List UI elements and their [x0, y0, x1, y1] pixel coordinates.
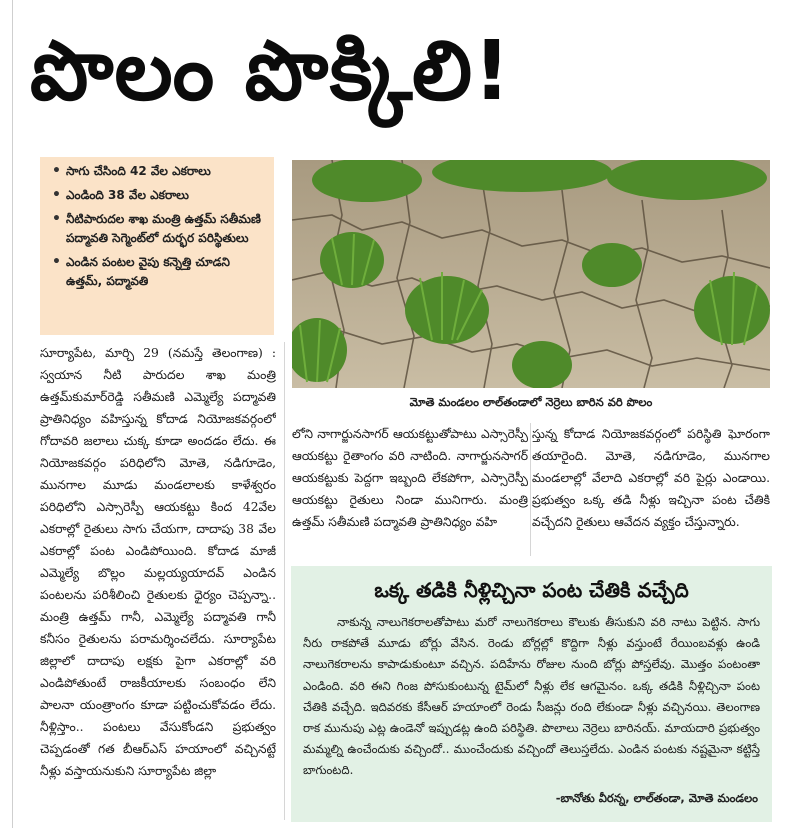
highlight-item: • నీటిపారుదల శాఖ మంత్రి ఉత్తమ్ సతీమణి పద్మావతి సెగ్మెంట్‌లో దుర్భర పరిస్థితులు [48, 210, 268, 248]
quote-credit: -బానోతు వీరన్న, లాల్‌తండా, మోతె మండలం [555, 791, 758, 805]
highlight-item: • ఎండింది 38 వేల ఎకరాలు [48, 186, 268, 205]
cracked-paddy-field-photo [292, 160, 770, 388]
farmer-quote-box [291, 566, 772, 822]
article-column-3: స్తున్న కోదాడ నియోజకవర్గంలో పరిస్థితి ఘోరంగా తయారైంది. మోతె, నడిగూడెం, మునగాల మండలాల్లో వేలాది ఎకరాల్లో వరి పైర్లు ఎండాయి. ప్రభుత్వం ఒక్క తడి నీళ్లు ఇచ్చినా పంట చేతికి వచ్చేదని రైతులు ఆవేదన వ్యక్తం చేస్తున్నారు. [532, 427, 770, 529]
headline: పొలం పొక్కిలి! [30, 23, 512, 119]
photo-caption: మోతె మండలం లాల్‌తండాలో నెర్రెలు బారిన వరి పొలం [409, 395, 653, 409]
article-column-1: సూర్యాపేట, మార్చి 29 (నమస్తే తెలంగాణ) : స్వయాన నీటి పారుదల శాఖ మంత్రి ఉత్తమ్‌కుమార్‌రెడ్డి సతీమణి ఎమ్మెల్యే పద్మావతి ప్రాతినిధ్యం వహిస్తున్న కోదాడ నియోజకవర్గంలో గోదావరి జలాలు చుక్క కూడా అందడం లేదు. ఈ నియోజకవర్గం పరిధిలోని మోతె, నడిగూడెం, మునగాల మూడు మండలాలకు కాళేశ్వరం పరిధిలోని ఎస్సారెస్పీ ఆయకట్టు కింద 42వేల ఎకరాల్లో రైతులు సాగు చేయగా, దాదాపు 38 వేల ఎకరాల్లో పంట ఎండిపోయింది. కోదాడ మాజీ ఎమ్మెల్యే బొల్లం మల్లయ్యయాదవ్ ఎండిన పంటలను పరిశీలించి రైతులకు ధైర్యం చెప్పన్నా.. మంత్రి ఉత్తమ్ గానీ, ఎమ్మెల్యే పద్మావతి గానీ కనీసం రైతులను పరామర్శించలేదు. సూర్యాపేట జిల్లాలో దాదాపు లక్షకు పైగా ఎకరాల్లో వరి ఎండిపోతుంటే రాజకీయాలకు సంబంధం లేని పాలనా యంత్రాంగం కూడా పట్టించుకోవడం లేదు. నీళ్లిస్తాం.. పంటలు వేసుకోండని ప్రభుత్వం చెప్పడంతో గత బీఆర్‌ఎస్ హయాంలో వచ్చినట్టే నీళ్లు వస్తాయనుకుని సూర్యాపేట జిల్లా [40, 346, 276, 778]
column-divider [284, 342, 285, 820]
quote-body: నాకున్న నాలుగెకరాలతోపాటు మరో నాలుగెకరాలు కౌలుకు తీసుకుని వరి నాటు పెట్టిన. సాగు నీరు రాకపోతే మూడు బోర్లు వేసిన. రెండు బోర్లల్లో కొద్దిగా నీళ్లు వస్తుంటే రేయింబవళ్లు ఉండి నాలుగెకరాలను కాపాడుకుంటూ వచ్చిన. పదిహేను రోజుల నుంది బోర్లు పోస్తలేవు. మొత్తం పంటంతా ఎండింది. వరి ఈని గింజ పోసుకుంటున్న టైమ్‌లో నీళ్లు లేక ఆగమైనం. ఒక్క తడికి నీళ్లిచ్చినా పంట చేతికి వచ్చేది. ఇదివరకు కేసీఆర్ హయాంలో రెండు సీజన్లు రంది లేకుండా నీళ్లు వచ్చినయి. తెలంగాణ రాక మునుపు ఎట్ల ఉండెనో ఇప్పుడట్ల ఉంది పరిస్థితి. పొలాలు నెర్రెలు బారినయ్. మాయదారి ప్రభుత్వం మమ్మల్ని ఉంచేందుకు వచ్చిందో.. ముంచేందుకు వచ్చిందో తెలుస్తలేదు. ఎండిన పంటకు నష్టమైనా కట్టిస్తే బాగుంటది. [303, 615, 760, 778]
highlight-item: • ఎండిన పంటల వైపు కన్నెత్తి చూడని ఉత్తమ్, పద్మావతి [48, 253, 268, 291]
quote-title: ఒక్క తడికి నీళ్లిచ్చినా పంట చేతికి వచ్చేది [374, 578, 689, 602]
field-illustration [292, 160, 770, 388]
highlight-item: • సాగు చేసింది 42 వేల ఎకరాలు [48, 162, 268, 181]
highlights-list [48, 162, 268, 291]
article-column-2: లోని నాగార్జునసాగర్ ఆయకట్టుతోపాటు ఎస్సారెస్పీ ఆయకట్టు రైతాంగం వరి నాటింది. నాగార్జునసాగర్ ఆయకట్టుకు పెద్దగా ఇబ్బంది లేకపోగా, ఎస్సారెస్పీ ఆయకట్టు రైతులు నిండా మునిగారు. మంత్రి ఉత్తమ్ సతీమణి పద్మావతి ప్రాతినిధ్యం వహి [292, 427, 528, 529]
page-left-rule [12, 0, 13, 828]
highlights-box [40, 157, 274, 335]
column-divider [530, 423, 531, 556]
